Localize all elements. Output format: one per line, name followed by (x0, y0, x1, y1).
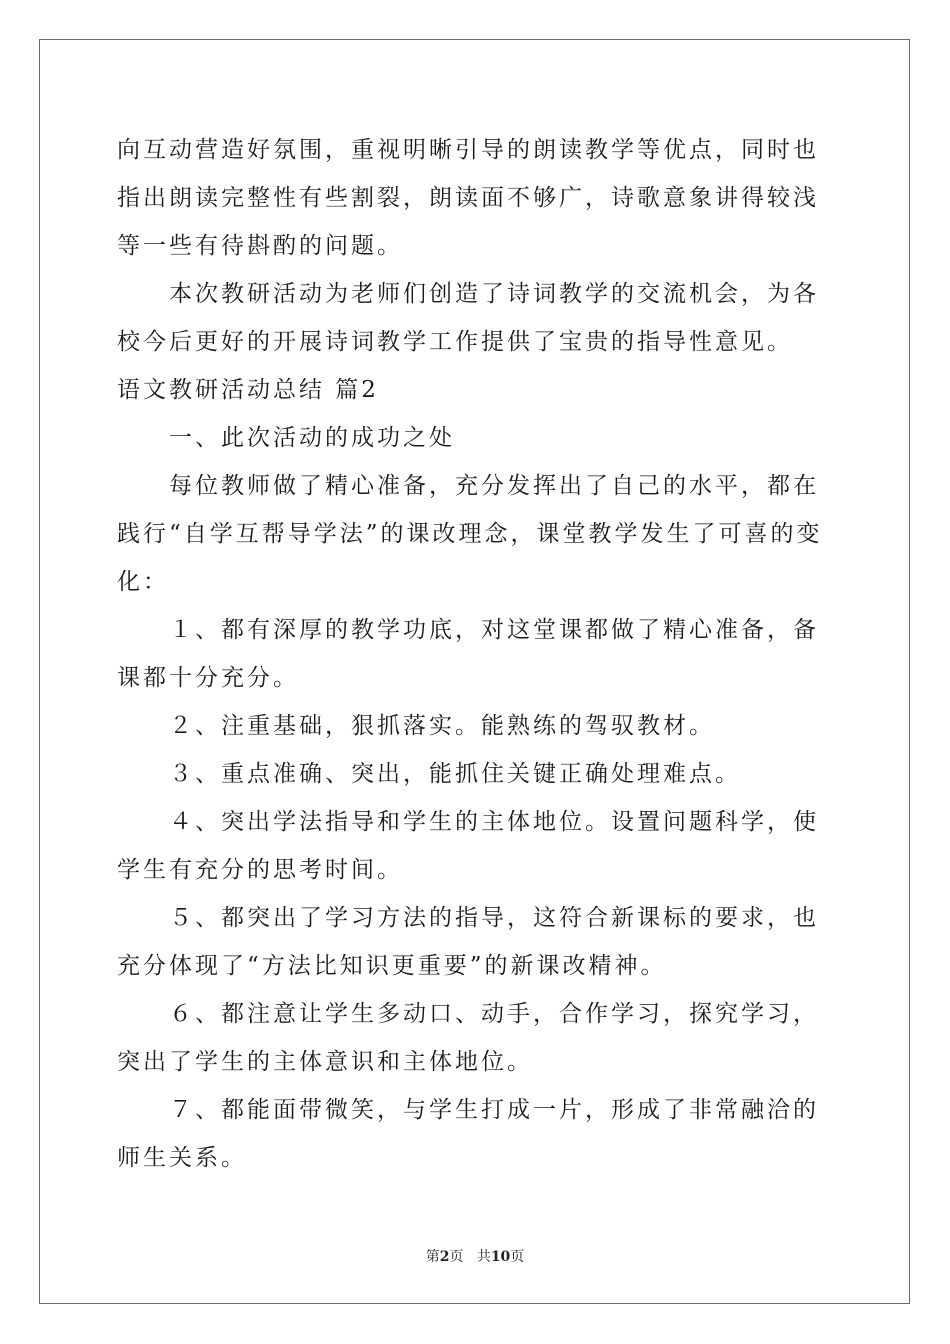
footer-prefix: 第 (425, 1249, 440, 1265)
footer-total-prefix: 共 (476, 1249, 491, 1265)
current-page-number: 2 (439, 1249, 450, 1265)
paragraph: 本次教研活动为老师们创造了诗词教学的交流机会，为各校今后更好的开展诗词教学工作提供了宝贵的指导性意见。 (117, 281, 819, 355)
section-title: 语文教研活动总结 篇2 (117, 377, 379, 403)
list-item: ６、都注意让学生多动口、动手，合作学习，探究学习，突出了学生的主体意识和主体地位。 (117, 1001, 819, 1075)
footer-page-unit: 页 (449, 1249, 464, 1265)
list-item: ７、都能面带微笑，与学生打成一片，形成了非常融洽的师生关系。 (117, 1097, 819, 1171)
list-item: ２、注重基础，狠抓落实。能熟练的驾驭教材。 (169, 713, 715, 739)
list-item: １、都有深厚的教学功底，对这堂课都做了精心准备，备课都十分充分。 (117, 617, 819, 691)
paragraph: 每位教师做了精心准备，充分发挥出了自己的水平，都在践行“自学互帮导学法”的课改理念，课堂教学发生了可喜的变化： (117, 473, 823, 595)
list-item: ５、都突出了学习方法的指导，这符合新课标的要求，也充分体现了“方法比知识更重要”的新课改精神。 (117, 905, 819, 979)
list-item: ３、重点准确、突出，能抓住关键正确处理难点。 (169, 761, 741, 787)
list-item: ４、突出学法指导和学生的主体地位。设置问题科学，使学生有充分的思考时间。 (117, 809, 819, 883)
footer-total-unit: 页 (510, 1249, 525, 1265)
page-footer (0, 1246, 950, 1266)
document-body (117, 126, 833, 1182)
total-page-count: 10 (490, 1249, 511, 1265)
subsection-heading: 一、此次活动的成功之处 (169, 425, 455, 451)
paragraph: 向互动营造好氛围，重视明晰引导的朗读教学等优点，同时也指出朗读完整性有些割裂，朗读面不够广，诗歌意象讲得较浅等一些有待斟酌的问题。 (117, 137, 819, 259)
